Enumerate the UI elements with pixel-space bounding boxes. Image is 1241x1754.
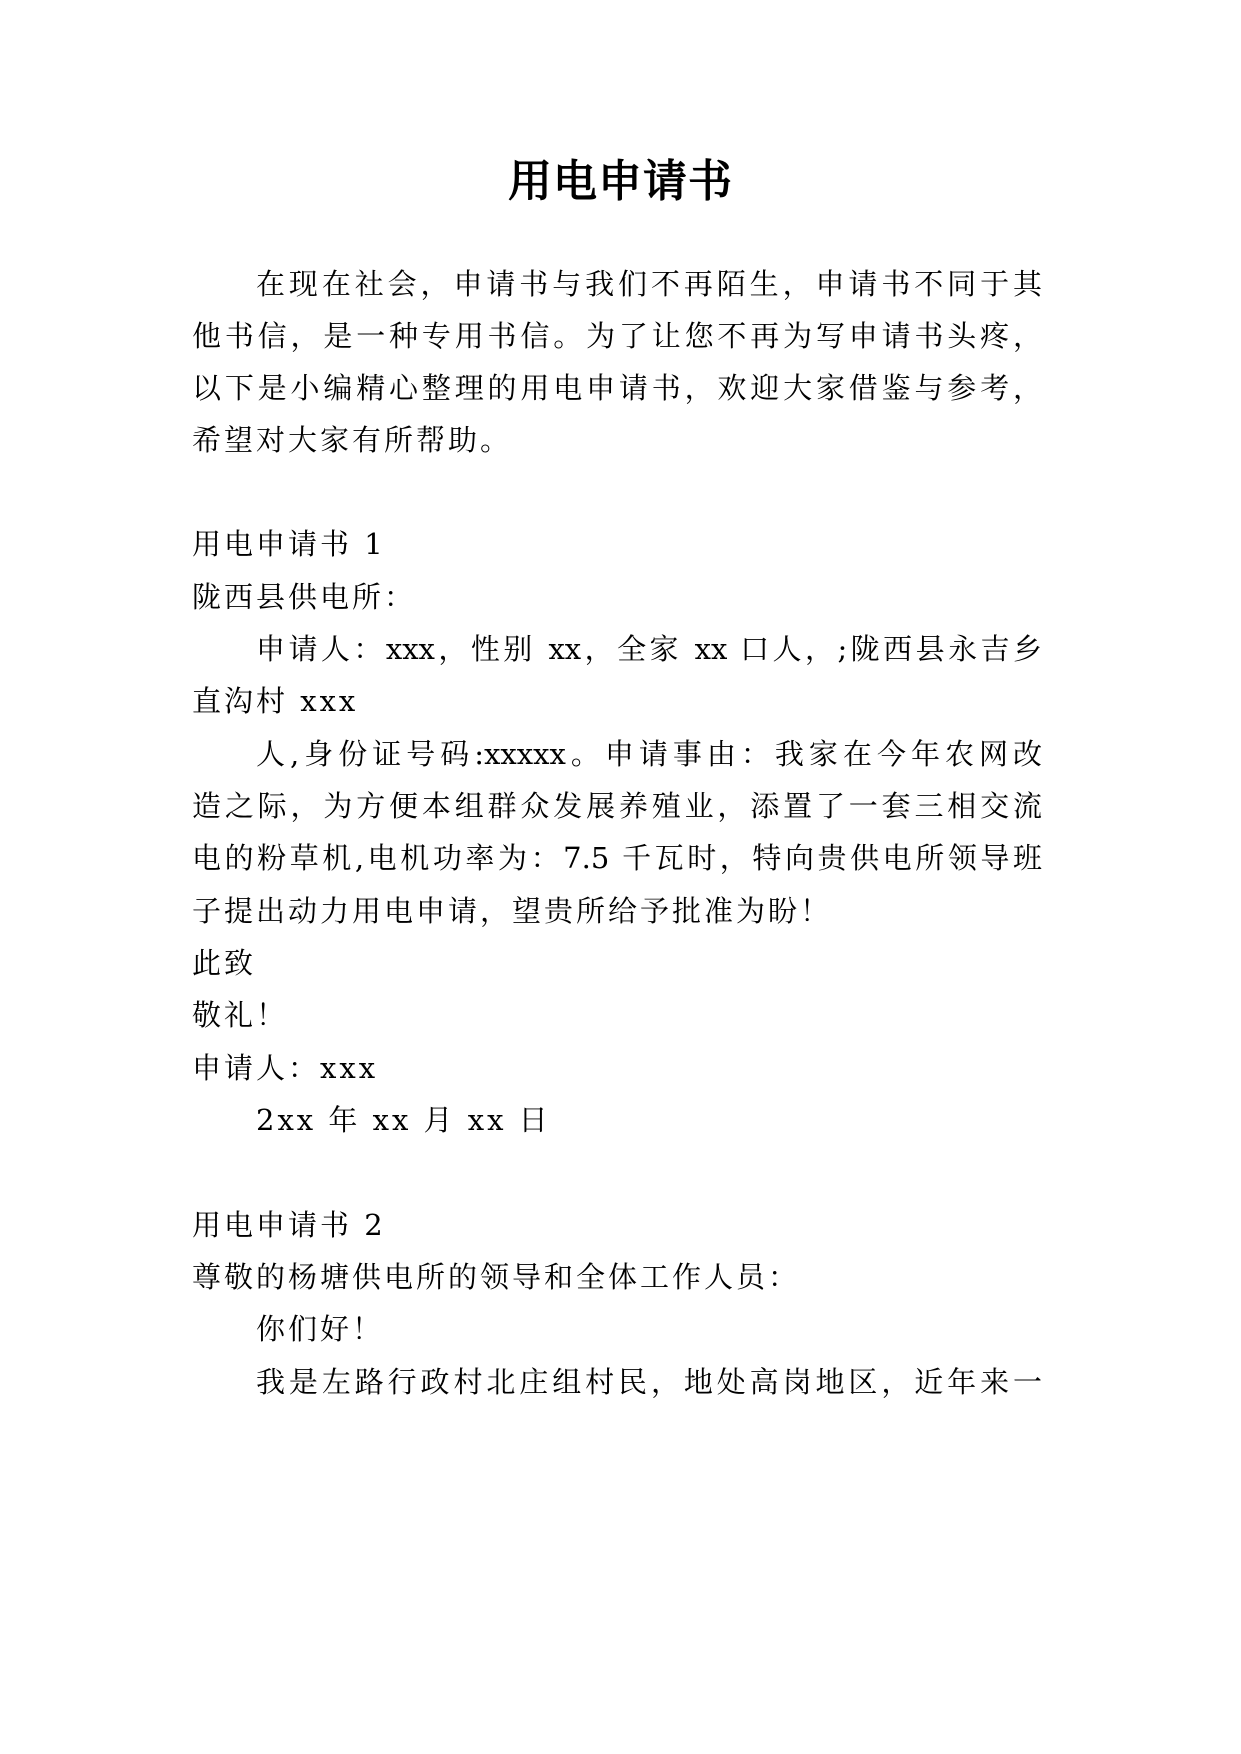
letter1-body-line: 人,身份证号码:xxxxx。申请事由：我家在今年农网改: [256, 737, 1042, 771]
letter1-body-line: 申请人：xxx，性别 xx，全家 xx 口人，;陇西县永吉乡: [256, 632, 1042, 666]
document-title: 用电申请书: [508, 156, 733, 207]
letter1-closing: 此致: [192, 946, 257, 980]
letter1-date: 2xx 年 xx 月 xx 日: [256, 1103, 551, 1137]
intro-line: 在现在社会，申请书与我们不再陌生，申请书不同于其: [256, 267, 1042, 301]
letter1-body-line: 子提出动力用电申请，望贵所给予批准为盼！: [192, 894, 833, 928]
letter1-signature: 申请人：xxx: [192, 1051, 379, 1085]
letter1-body-line: 电的粉草机,电机功率为：7.5 千瓦时，特向贵供电所领导班: [192, 841, 1042, 875]
intro-line: 他书信，是一种专用书信。为了让您不再为写申请书头疼，: [192, 319, 1042, 353]
letter2-heading: 用电申请书 2: [192, 1208, 386, 1242]
letter1-body-line: 造之际，为方便本组群众发展养殖业，添置了一套三相交流: [192, 789, 1042, 823]
letter2-greeting: 你们好！: [256, 1312, 385, 1346]
letter1-heading: 用电申请书 1: [192, 527, 386, 561]
letter1-salutation: 敬礼！: [192, 998, 289, 1032]
letter2-addressee: 尊敬的杨塘供电所的领导和全体工作人员：: [192, 1260, 801, 1294]
letter1-body-line: 直沟村 xxx: [192, 684, 359, 718]
intro-line: 以下是小编精心整理的用电申请书，欢迎大家借鉴与参考，: [192, 371, 1042, 405]
letter2-body-line: 我是左路行政村北庄组村民，地处高岗地区，近年来一: [256, 1365, 1042, 1399]
intro-line: 希望对大家有所帮助。: [192, 423, 513, 457]
letter1-addressee: 陇西县供电所：: [192, 580, 417, 614]
